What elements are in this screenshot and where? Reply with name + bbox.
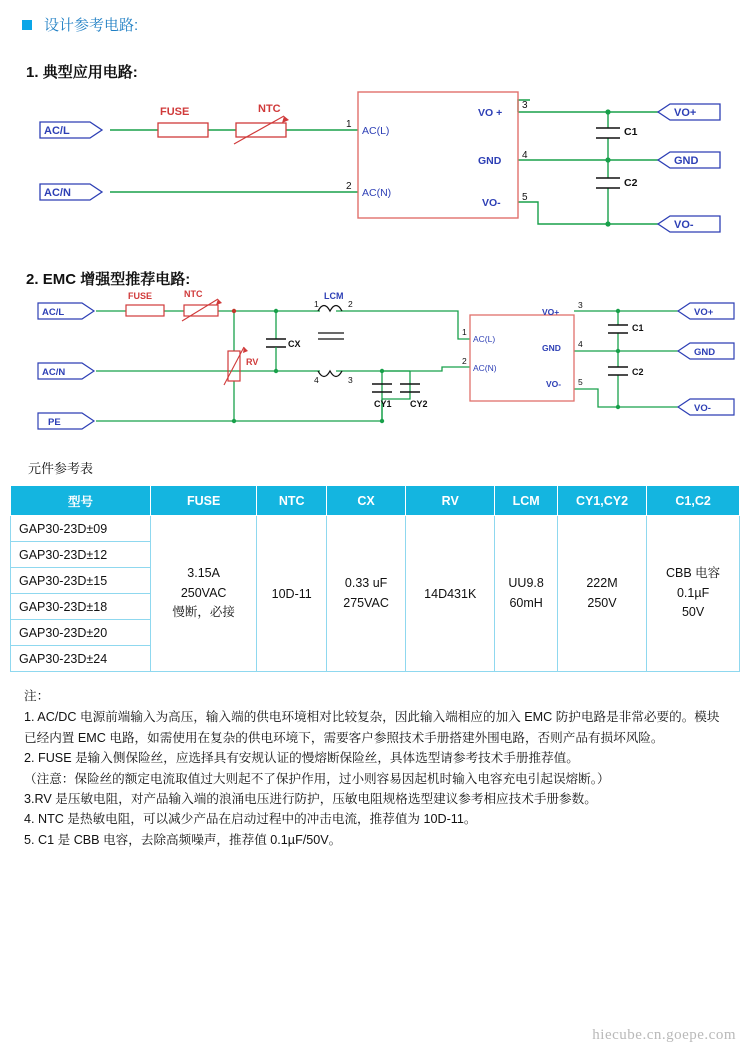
note-item-1: 1. AC/DC 电源前端输入为高压，输入端的供电环境相对比较复杂，因此输入端相应的加入 EMC 防护电路是非常必要的。模块已经内置 EMC 电路，如需使用在复杂的供电环境下，需要客户参照技术手册搭建外围电路，否则产品有损坏风险。 (24, 710, 720, 745)
label-acn-2: AC/N (42, 367, 66, 378)
label-c1-2: C1 (632, 323, 644, 333)
cell-model: GAP30-23D±20 (11, 620, 151, 646)
cell-lcm-line-2: 60mH (509, 595, 543, 610)
table-caption: 元件参考表 (28, 461, 94, 476)
note-item-3: 3.RV 是压敏电阻，对产品输入端的浪涌电压进行防护，压敏电阻规格选型建议参考相应技术手册参数。 (24, 791, 597, 806)
label-c1: C1 (624, 126, 638, 138)
cell-fuse (151, 516, 257, 672)
page-title: 设计参考电路: (44, 17, 139, 34)
note-item-2-caution: （注意：保险丝的额定电流取值过大则起不了保护作用，过小则容易因起机时输入电容充电引起误熔断。） (24, 771, 610, 786)
th-lcm: LCM (495, 486, 557, 516)
terminal-vo-minus-2 (678, 399, 734, 415)
terminal-acn-2 (38, 363, 94, 379)
label-pe: PE (48, 417, 61, 428)
cell-c-line-2: 0.1µF (676, 585, 710, 600)
table-header-row (11, 486, 740, 516)
cell-rv: 14D431K (406, 516, 495, 672)
label-fuse-2: FUSE (128, 291, 153, 301)
label-module-acl: AC(L) (362, 125, 390, 137)
label-module-acn: AC(N) (362, 187, 392, 199)
cell-model: GAP30-23D±09 (11, 516, 151, 542)
cell-ntc: 10D-11 (257, 516, 327, 672)
section-2-number: 2. (26, 271, 39, 288)
pin-5: 5 (522, 192, 528, 203)
label-module2-acl: AC(L) (473, 334, 496, 344)
notes-block (24, 686, 730, 850)
note-item-2: 2. FUSE 是输入侧保险丝，应选择具有安规认证的慢熔断保险丝，具体选型请参考技术手册推荐值。 (24, 751, 579, 766)
label-module-vo-minus: VO- (482, 197, 501, 209)
watermark: hiecube.cn.goepe.com (592, 1027, 736, 1043)
terminal-acl-2 (38, 303, 94, 319)
cell-fuse-line-3: 慢断，必接 (172, 605, 235, 620)
cell-cx (327, 516, 406, 672)
module2-pin-1: 1 (462, 327, 467, 337)
label-fuse: FUSE (160, 106, 190, 118)
module2-pin-4: 4 (578, 339, 583, 349)
cell-lcm-line-1: UU9.8 (508, 576, 544, 591)
cell-fuse-line-1: 3.15A (187, 566, 220, 581)
label-cx: CX (288, 339, 301, 349)
terminal-vo-plus-2 (678, 303, 734, 319)
component-fuse-2 (126, 305, 164, 316)
terminal-pe (38, 413, 94, 429)
cell-c-line-3: 50V (681, 605, 705, 620)
label-vo-plus-2: VO+ (694, 307, 714, 318)
label-module2-vo-plus: VO+ (542, 307, 560, 317)
module2-pin-5: 5 (578, 377, 583, 387)
th-ntc: NTC (257, 486, 327, 516)
note-item-5: 5. C1 是 CBB 电容，去除高频噪声，推荐值 0.1µF/50V。 (24, 832, 342, 847)
cell-model: GAP30-23D±18 (11, 594, 151, 620)
terminal-gnd-2 (678, 343, 734, 359)
label-c2: C2 (624, 177, 638, 189)
bullet-icon (22, 20, 32, 30)
parameter-table-wrapper (10, 485, 750, 672)
label-rv: RV (246, 357, 259, 367)
module2-pin-3: 3 (578, 300, 583, 310)
cell-cy (557, 516, 646, 672)
label-module-gnd: GND (478, 155, 502, 167)
terminal-gnd (658, 152, 720, 168)
page-header (0, 0, 750, 35)
table-row (11, 516, 740, 542)
parameter-table (10, 485, 740, 672)
label-ntc: NTC (258, 103, 281, 115)
component-lcm (318, 306, 356, 377)
section-2-title: EMC 增强型推荐电路: (42, 271, 191, 288)
cell-c (647, 516, 740, 672)
label-module2-vo-minus: VO- (546, 379, 562, 389)
cell-fuse-line-2: 250VAC (180, 585, 227, 600)
th-rv: RV (406, 486, 495, 516)
label-ntc-2: NTC (184, 289, 203, 299)
label-lcm: LCM (324, 291, 344, 301)
label-acl: AC/L (44, 125, 70, 137)
label-gnd: GND (674, 155, 699, 167)
pin-3: 3 (522, 100, 528, 111)
cell-cy-line-2: 250V (587, 595, 617, 610)
label-module2-acn: AC(N) (473, 363, 497, 373)
pin-4: 4 (522, 150, 528, 161)
terminal-vo-minus (658, 216, 720, 232)
label-cy2: CY2 (410, 399, 428, 409)
cell-cx-line-1: 0.33 uF (344, 576, 388, 591)
cell-model: GAP30-23D±24 (11, 646, 151, 672)
cell-model: GAP30-23D±15 (11, 568, 151, 594)
section-1-heading (26, 61, 750, 82)
label-module2-gnd: GND (542, 343, 561, 353)
cell-cy-line-1: 222M (586, 576, 618, 591)
lcm-pin-4: 4 (314, 375, 319, 385)
label-gnd-2: GND (694, 347, 716, 358)
pin-2: 2 (346, 181, 352, 192)
circuit-diagram-emc (18, 289, 750, 454)
label-c2-2: C2 (632, 367, 644, 377)
label-vo-minus: VO- (674, 219, 694, 231)
component-ntc-2 (184, 305, 218, 316)
cell-cx-line-2: 275VAC (343, 595, 389, 610)
section-2-heading (26, 268, 750, 289)
lcm-pin-2: 2 (348, 299, 353, 309)
th-model: 型号 (11, 486, 151, 516)
cell-lcm (495, 516, 557, 672)
lcm-pin-1: 1 (314, 299, 319, 309)
terminal-acn (40, 184, 102, 200)
label-vo-plus: VO+ (674, 107, 697, 119)
label-vo-minus-2: VO- (694, 403, 711, 414)
cell-model: GAP30-23D±12 (11, 542, 151, 568)
th-fuse: FUSE (151, 486, 257, 516)
circuit-diagram-typical (18, 82, 750, 262)
pin-1: 1 (346, 119, 352, 130)
label-cy1: CY1 (374, 399, 392, 409)
terminal-acl (40, 122, 102, 138)
section-1-title: 典型应用电路: (42, 64, 138, 81)
terminal-vo-plus (658, 104, 720, 120)
label-acn: AC/N (44, 187, 71, 199)
section-1-number: 1. (26, 64, 39, 81)
label-module-vo-plus: VO + (478, 107, 503, 119)
cell-c-line-1: CBB 电容 (666, 566, 721, 581)
th-c: C1,C2 (647, 486, 740, 516)
component-fuse (158, 123, 208, 137)
label-acl-2: AC/L (42, 307, 65, 318)
lcm-pin-3: 3 (348, 375, 353, 385)
component-ntc (236, 123, 286, 137)
th-cy: CY1,CY2 (557, 486, 646, 516)
th-cx: CX (327, 486, 406, 516)
module2-pin-2: 2 (462, 356, 467, 366)
notes-title: 注： (24, 689, 50, 703)
note-item-4: 4. NTC 是热敏电阻，可以减少产品在启动过程中的冲击电流，推荐值为 10D-11。 (24, 812, 477, 827)
